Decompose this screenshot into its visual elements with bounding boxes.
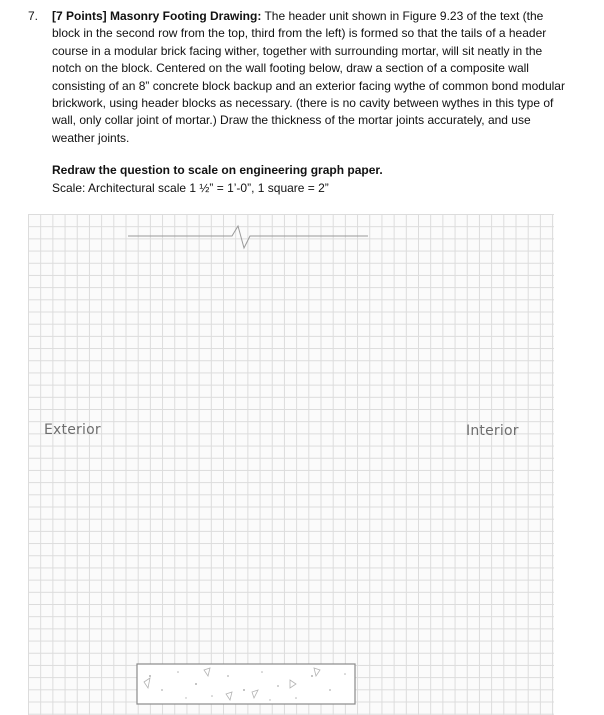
question-title: [7 Points] Masonry Footing Drawing: bbox=[52, 9, 262, 23]
scale-note: Scale: Architectural scale 1 ½” = 1’-0”, 1 square = 2” bbox=[52, 181, 329, 195]
interior-label: Interior bbox=[466, 423, 519, 439]
question-7 bbox=[28, 8, 568, 145]
question-number: 7. bbox=[28, 9, 39, 23]
redraw-instruction: Redraw the question to scale on engineering graph paper. bbox=[52, 163, 383, 177]
exterior-label: Exterior bbox=[44, 422, 101, 438]
graph-paper bbox=[28, 214, 554, 715]
question-text bbox=[52, 8, 568, 147]
question-body: The header unit shown in Figure 9.23 of the text (the block in the second row from the top, third from the left) is formed so that the tails of a header course in a modular brick facing wither, together with surrounding mortar, will sit neatly in the notch on the block. Centered on the wall footing below, draw a section of a composite wall consisting of an 8” concrete block backup and an exterior facing wythe of common bond modular brickwork, using header blocks as necessary. (there is no cavity between wythes in this type of wall, only collar joint of mortar.) Draw the thickness of the mortar joints accurately, and use weather joints. bbox=[52, 9, 565, 145]
